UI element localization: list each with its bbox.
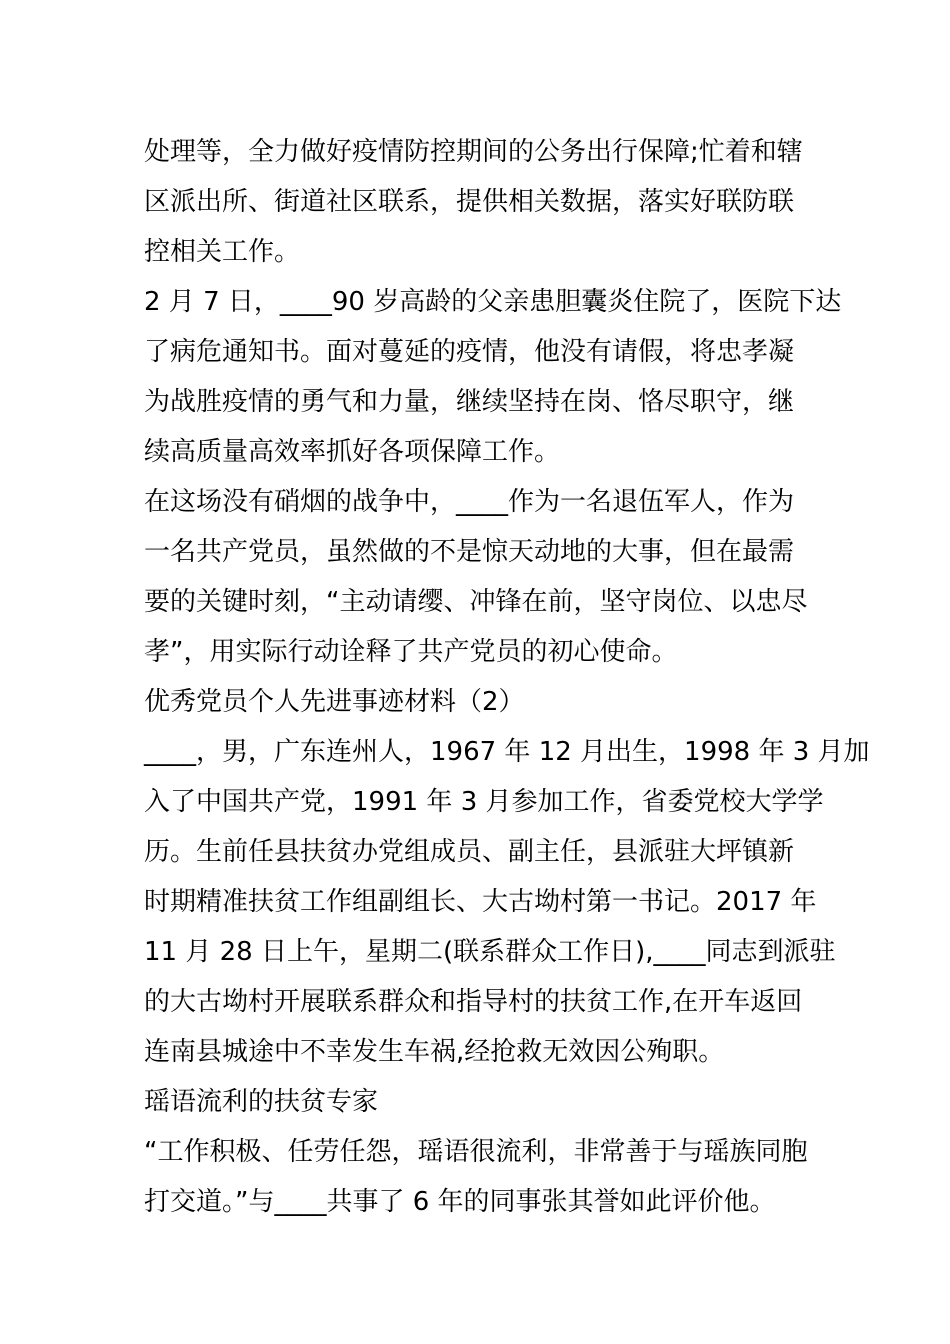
section-heading: 优秀党员个人先进事迹材料（2）	[144, 687, 525, 717]
text-line: 时期精准扶贫工作组副组长、大古坳村第一书记。2017 年	[144, 887, 817, 917]
text-line: “工作积极、任劳任怨，瑶语很流利，非常善于与瑶族同胞	[144, 1137, 808, 1167]
text-line: 2 月 7 日，____90 岁高龄的父亲患胆囊炎住院了，医院下达	[144, 287, 842, 317]
text-line: 处理等，全力做好疫情防控期间的公务出行保障;忙着和辖	[144, 137, 803, 167]
text-line: 孝”，用实际行动诠释了共产党员的初心使命。	[144, 637, 678, 667]
text-line: ____，男，广东连州人，1967 年 12 月出生，1998 年 3 月加	[144, 737, 870, 767]
text-line: 区派出所、街道社区联系，提供相关数据，落实好联防联	[144, 187, 795, 217]
text-line: 入了中国共产党，1991 年 3 月参加工作，省委党校大学学	[144, 787, 824, 817]
text-line: 历。生前任县扶贫办党组成员、副主任，县派驻大坪镇新	[144, 837, 795, 867]
text-line: 打交道。”与____共事了 6 年的同事张其誉如此评价他。	[144, 1187, 776, 1217]
text-line: 要的关键时刻，“主动请缨、冲锋在前，坚守岗位、以忠尽	[144, 587, 808, 617]
text-line: 一名共产党员，虽然做的不是惊天动地的大事，但在最需	[144, 537, 795, 567]
text-line: 在这场没有硝烟的战争中，____作为一名退伍军人，作为	[144, 487, 795, 517]
text-line: 的大古坳村开展联系群众和指导村的扶贫工作,在开车返回	[144, 987, 803, 1017]
text-line: 连南县城途中不幸发生车祸,经抢救无效因公殉职。	[144, 1037, 725, 1067]
text-line: 为战胜疫情的勇气和力量，继续坚持在岗、恪尽职守，继	[144, 387, 795, 417]
text-line: 了病危通知书。面对蔓延的疫情，他没有请假，将忠孝凝	[144, 337, 795, 367]
text-line: 控相关工作。	[144, 237, 301, 267]
text-line: 续高质量高效率抓好各项保障工作。	[144, 437, 561, 467]
document-body	[144, 127, 870, 1227]
text-line: 11 月 28 日上午，星期二(联系群众工作日),____同志到派驻	[144, 937, 836, 967]
subsection-heading: 瑶语流利的扶贫专家	[144, 1087, 379, 1117]
